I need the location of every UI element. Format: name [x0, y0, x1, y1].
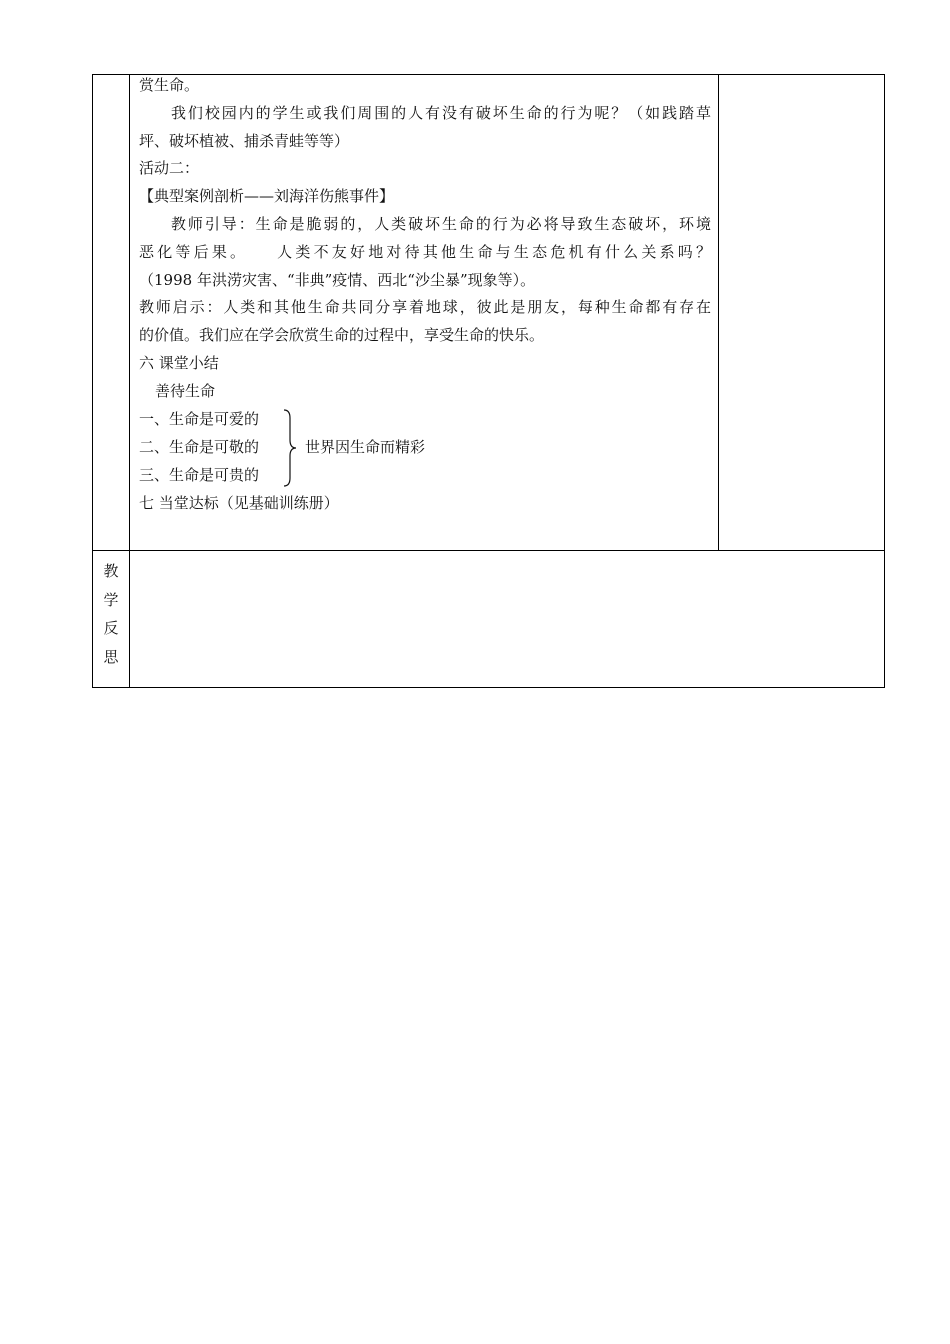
text-line: 教师引导：生命是脆弱的，人类破坏生命的行为必将导致生态破坏，环境: [171, 214, 711, 233]
reflection-row: [93, 551, 884, 687]
text-line: 教师启示：人类和其他生命共同分享着地球，彼此是朋友，每种生命都有存在: [139, 298, 711, 317]
summary-title: 善待生命: [155, 381, 216, 400]
lesson-content-cell: [130, 75, 719, 550]
lesson-plan-table: [92, 74, 885, 688]
lesson-content: [139, 72, 711, 517]
section-heading: 七 当堂达标（见基础训练册）: [139, 493, 339, 512]
text-line: 赏生命。: [139, 76, 200, 94]
summary-item: 一、生命是可爱的: [139, 409, 260, 428]
reflection-label-char: 学: [103, 590, 119, 609]
row-label-cell: [93, 75, 130, 550]
summary-block: [139, 406, 711, 490]
text-line: 的价值。我们应在学会欣赏生命的过程中，享受生命的快乐。: [139, 326, 545, 345]
lesson-process-row: [93, 75, 884, 551]
text-line: 恶化等后果。 人类不友好地对待其他生命与生态危机有什么关系吗？: [139, 242, 711, 261]
text-line: 我们校园内的学生或我们周围的人有没有破坏生命的行为呢？（如践踏草: [171, 103, 711, 122]
summary-result: 世界因生命而精彩: [305, 437, 426, 456]
reflection-label-char: 反: [103, 619, 119, 637]
reflection-label-cell: [93, 551, 130, 687]
right-brace-icon: [283, 409, 297, 487]
activity-heading: 活动二：: [139, 159, 200, 178]
case-title: 【典型案例剖析——刘海洋伤熊事件】: [139, 187, 395, 206]
reflection-content-cell: [130, 551, 884, 687]
summary-item: 三、生命是可贵的: [139, 465, 260, 484]
reflection-label: [93, 551, 129, 671]
notes-cell: [719, 75, 884, 550]
summary-item: 二、生命是可敬的: [139, 437, 260, 456]
reflection-label-char: 思: [103, 647, 119, 666]
section-heading: 六 课堂小结: [139, 353, 219, 372]
text-line: 坪、破坏植被、捕杀青蛙等等）: [139, 131, 350, 150]
reflection-label-char: 教: [103, 562, 119, 580]
text-line: （1998 年洪涝灾害、“非典”疫情、西北“沙尘暴”现象等）。: [139, 270, 536, 289]
